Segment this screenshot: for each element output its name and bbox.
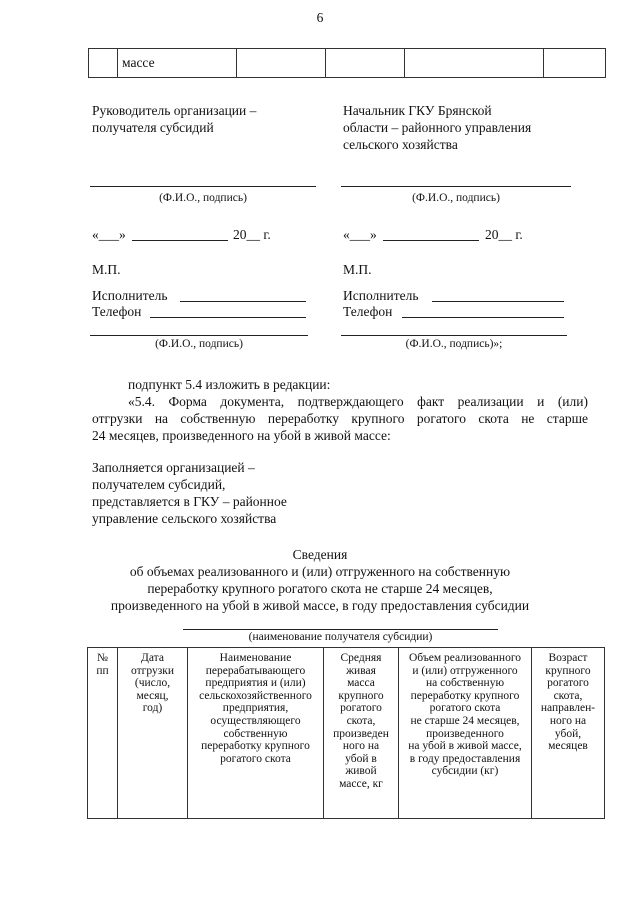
page-number: 6: [316, 10, 324, 25]
right-sign-caption: (Ф.И.О., подпись): [412, 192, 500, 204]
left-date-year: 20__ г.: [233, 227, 271, 242]
table-cell: [326, 49, 405, 78]
table-cell-text: массе: [118, 49, 237, 78]
left-title-line2: получателя субсидий: [92, 120, 214, 135]
right-title-line1: Начальник ГКУ Брянской: [343, 103, 492, 118]
left-sign-caption-2: (Ф.И.О., подпись): [155, 338, 243, 350]
column-header-date: Дата отгрузки (число, месяц, год): [118, 648, 188, 819]
signature-line: [341, 186, 571, 187]
shipment-table: [87, 647, 605, 819]
phone-line: [150, 317, 306, 318]
signature-line: [90, 186, 316, 187]
date-line: [132, 240, 228, 241]
recipient-name-line: [183, 629, 498, 630]
recipient-caption: (наименование получателя субсидии): [248, 631, 433, 643]
continuation-table: [88, 48, 606, 78]
left-mp: М.П.: [92, 262, 121, 277]
column-header-number: № пп: [88, 648, 118, 819]
paragraph-line-3: 24 месяцев, произведенного на убой в живой массе:: [92, 428, 391, 443]
phone-line: [402, 317, 564, 318]
subpoint-text: подпункт 5.4 изложить в редакции:: [128, 377, 331, 392]
filled-by-line-2: получателем субсидий,: [92, 477, 226, 492]
executor-line: [180, 301, 306, 302]
right-mp: М.П.: [343, 262, 372, 277]
table-cell: [405, 49, 544, 78]
table-cell: [544, 49, 606, 78]
left-executor-label: Исполнитель: [92, 288, 168, 303]
left-phone-label: Телефон: [92, 304, 142, 319]
right-sign-caption-2: (Ф.И.О., подпись)»;: [405, 338, 503, 350]
left-title-line1: Руководитель организации –: [92, 103, 257, 118]
right-title-line2: области – районного управления: [343, 120, 532, 135]
filled-by-line-3: представляется в ГКУ – районное: [92, 494, 287, 509]
right-date-year: 20__ г.: [485, 227, 523, 242]
paragraph-line-1: «5.4. Форма документа, подтверждающего факт реализации и (или): [128, 394, 588, 409]
right-phone-label: Телефон: [343, 304, 393, 319]
executor-line: [432, 301, 564, 302]
info-subtitle-line-1: об объемах реализованного и (или) отгруженного на собственную: [129, 564, 511, 579]
left-sign-caption: (Ф.И.О., подпись): [159, 192, 247, 204]
filled-by-line-1: Заполняется организацией –: [92, 460, 255, 475]
column-header-enterprise: Наименование перерабатывающего предприятия и (или) сельскохозяйственного предприятия, осуществляющего собственную переработку крупного рогатого скота: [188, 648, 324, 819]
left-date-open: «___»: [92, 227, 126, 242]
column-header-age: Возраст крупного рогатого скота, направлен- ного на убой, месяцев: [532, 648, 605, 819]
right-title-line3: сельского хозяйства: [343, 137, 458, 152]
date-line: [383, 240, 479, 241]
table-cell: [237, 49, 326, 78]
filled-by-line-4: управление сельского хозяйства: [92, 511, 277, 526]
info-title: Сведения: [292, 547, 348, 562]
paragraph-line-2: отгрузки на собственную переработку крупного рогатого скота не старше: [92, 411, 588, 426]
right-executor-label: Исполнитель: [343, 288, 419, 303]
info-subtitle-line-2: переработку крупного рогатого скота не старше 24 месяцев,: [147, 581, 493, 596]
right-date-open: «___»: [343, 227, 377, 242]
signature-line: [341, 335, 567, 336]
signature-line: [90, 335, 308, 336]
column-header-volume: Объем реализованного и (или) отгруженного на собственную переработку крупного рогатого скота не старше 24 месяцев, произведенного на убой в живой массе, в году предоставления субсидии (кг): [399, 648, 532, 819]
info-subtitle-line-3: произведенного на убой в живой массе, в году предоставления субсидии: [110, 598, 530, 613]
table-cell: [89, 49, 118, 78]
column-header-average-weight: Средняя живая масса крупного рогатого скота, произведен ного на убой в живой массе, кг: [324, 648, 399, 819]
